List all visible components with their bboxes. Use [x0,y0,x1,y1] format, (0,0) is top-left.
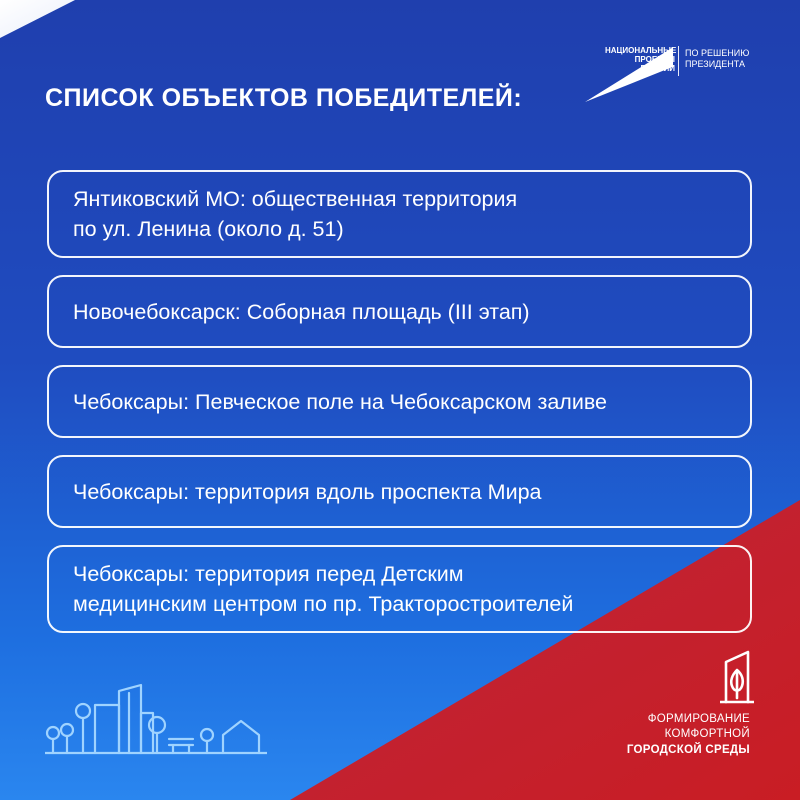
brand-line: ФОРМИРОВАНИЕ [647,713,750,725]
page-title: СПИСОК ОБЪЕКТОВ ПОБЕДИТЕЛЕЙ: [45,84,523,112]
corner-white-stripe [0,0,75,38]
national-projects-name [605,46,675,73]
logo-divider [678,46,679,76]
list-item [47,365,752,438]
logo-name-line: ПРОЕКТЫ [634,55,675,64]
comfortable-environment-brand [610,640,770,770]
logo-tagline [685,48,765,70]
city-skyline-icon [45,683,267,759]
logo-name-line: НАЦИОНАЛЬНЫЕ [605,46,677,55]
list-item [47,275,752,348]
list-item-text: Чебоксары: территория вдоль проспекта Мира [73,479,542,504]
tagline-line: ПО РЕШЕНИЮ [685,48,750,58]
comfortable-environment-logo-icon [720,648,754,704]
brand-line: КОМФОРТНОЙ [664,728,750,740]
logo-name-line: РОССИИ [640,64,675,73]
list-item [47,545,752,633]
list-item [47,455,752,528]
list-item-text: медицинским центром по пр. Тракторостроителей [73,592,574,616]
list-item [47,170,752,258]
list-item-text: Чебоксары: Певческое поле на Чебоксарском заливе [73,389,607,414]
brand-line: ГОРОДСКОЙ СРЕДЫ [626,744,750,756]
list-item-text: Чебоксары: территория перед Детским [73,562,464,586]
national-projects-logo [583,44,763,104]
tagline-line: ПРЕЗИДЕНТА [685,59,745,69]
list-item-text: Новочебоксарск: Соборная площадь (III этап) [73,299,530,324]
list-item-text: Янтиковский МО: общественная территория [73,187,518,211]
list-item-text: по ул. Ленина (около д. 51) [73,217,344,241]
